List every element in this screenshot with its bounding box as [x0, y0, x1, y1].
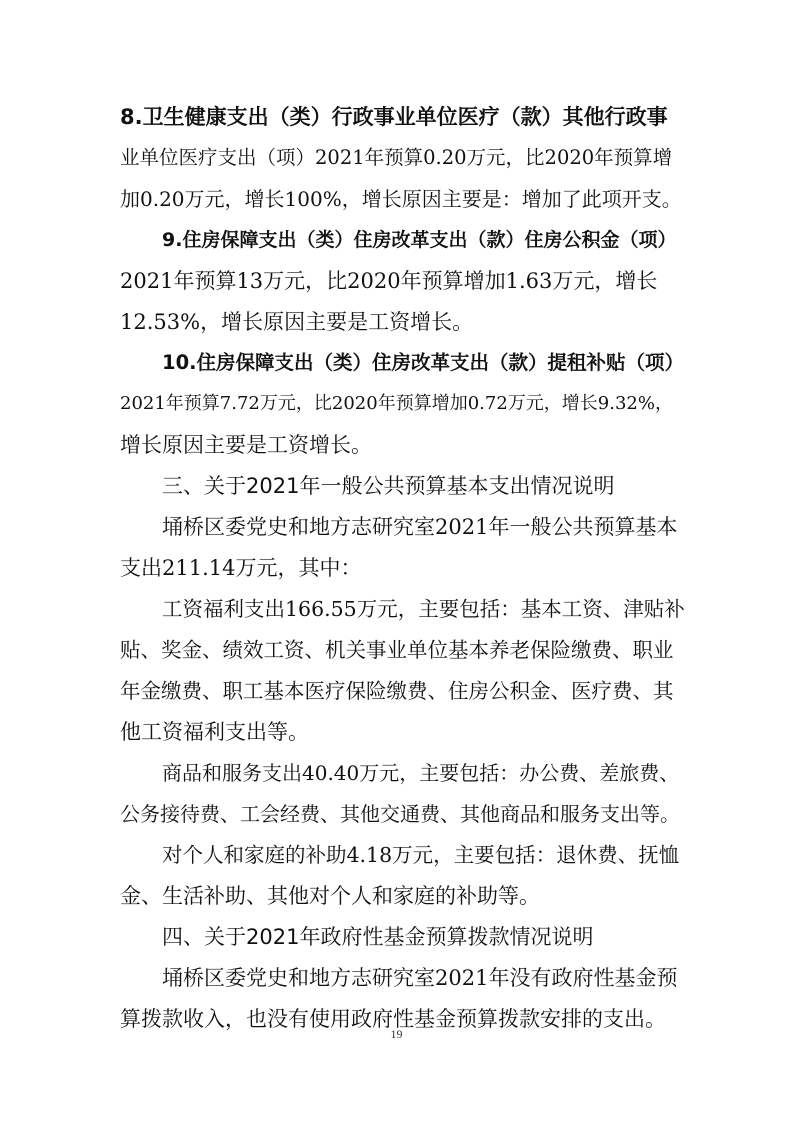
item-8-text: 业单位医疗支出（项）2021年预算0.20万元，比2020年预算增 — [120, 146, 673, 169]
item-10-text: 增长原因主要是工资增长。 — [120, 433, 372, 457]
paragraph-text: 贴、奖金、绩效工资、机关事业单位基本养老保险缴费、职业 — [120, 638, 674, 662]
paragraph-text: 算拨款收入，也没有使用政府性基金预算拨款安排的支出。 — [120, 1007, 666, 1031]
paragraph-text: 公务接待费、工会经费、其他交通费、其他商品和服务支出等。 — [120, 802, 680, 826]
paragraph-text: 埇桥区委党史和地方志研究室2021年一般公共预算基本 — [162, 515, 678, 539]
paragraph-text: 他工资福利支出等。 — [120, 720, 309, 744]
paragraph-text: 商品和服务支出40.40万元，主要包括：办公费、差旅费、 — [162, 761, 680, 785]
item-9-heading: 9.住房保障支出（类）住房改革支出（款）住房公积金（项） — [162, 229, 677, 251]
paragraph-text: 埇桥区委党史和地方志研究室2021年没有政府性基金预 — [162, 966, 678, 990]
item-9-text: 12.53%，增长原因主要是工资增长。 — [120, 310, 474, 334]
item-10-text: 2021年预算7.72万元，比2020年预算增加0.72万元，增长9.32%， — [120, 393, 673, 414]
paragraph-text: 金、生活补助、其他对个人和家庭的补助等。 — [120, 884, 540, 908]
paragraph-text: 工资福利支出166.55万元，主要包括：基本工资、津贴补 — [162, 597, 685, 621]
page-number: 19 — [390, 1027, 403, 1041]
item-9-text: 2021年预算13万元，比2020年预算增加1.63万元，增长 — [120, 269, 658, 293]
section-4-heading: 四、关于2021年政府性基金预算拨款情况说明 — [162, 925, 594, 949]
item-10-heading: 10.住房保障支出（类）住房改革支出（款）提租补贴（项） — [162, 351, 685, 374]
paragraph-text: 年金缴费、职工基本医疗保险缴费、住房公积金、医疗费、其 — [120, 679, 674, 703]
item-8-heading: 8.卫生健康支出（类）行政事业单位医疗（款）其他行政事 — [120, 105, 668, 129]
paragraph-text: 对个人和家庭的补助4.18万元，主要包括：退休费、抚恤 — [162, 843, 680, 867]
item-8-text: 加0.20万元，增长100%，增长原因主要是：增加了此项开支。 — [120, 187, 682, 211]
section-3-heading: 三、关于2021年一般公共预算基本支出情况说明 — [162, 474, 615, 498]
paragraph-text: 支出211.14万元，其中： — [120, 556, 362, 580]
